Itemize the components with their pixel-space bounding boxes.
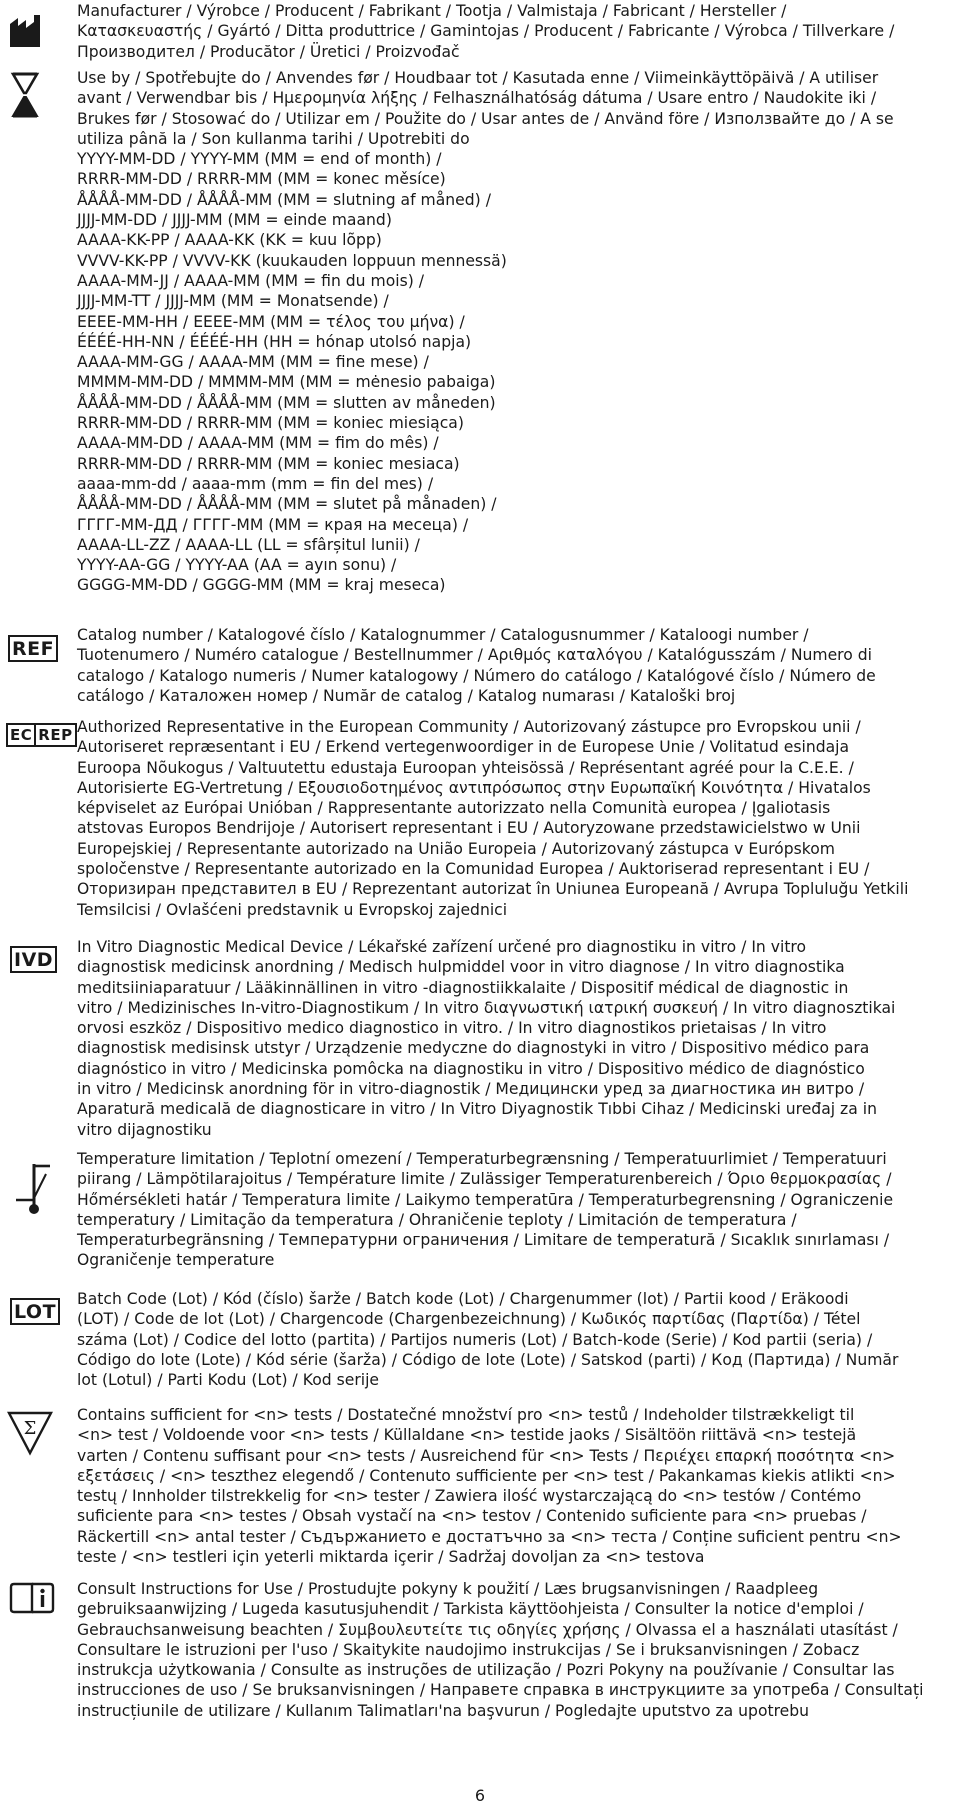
text-line: diagnostisk medicinsk anordning / Medisch hulpmiddel voor in vitro diagnose / In vitro diagnostika bbox=[77, 958, 845, 977]
text-line: instrucțiunile de utilizare / Kullanım Talimatları'na başvurun / Pogledajte uputstvo za upotrebu bbox=[77, 1701, 810, 1720]
text-line: ГГГГ-ММ-ДД / ГГГГ-ММ (ММ = края на месеца) / bbox=[77, 515, 469, 534]
text-line: meditsiiniaparatuur / Lääkinnällinen in vitro -diagnostiikkalaite / Dispositif médical de diagnostic in bbox=[77, 978, 849, 997]
text-line: Κατασκευαστής / Gyártó / Ditta produttrice / Gamintojas / Producent / Fabricante / Výrobca / Tillverkare / bbox=[77, 22, 895, 41]
text-line: (LOT) / Code de lot (Lot) / Chargencode (Chargenbezeichnung) / Κωδικός παρτίδας (Παρτίδα) / Tétel bbox=[77, 1310, 861, 1329]
text-line: suficiente para <n> testes / Obsah vystačí na <n> testov / Contenido suficiente para <n> pruebas / bbox=[77, 1507, 867, 1526]
text-line: JJJJ-MM-TT / JJJJ-MM (MM = Monatsende) / bbox=[77, 292, 389, 311]
text-line: AAAA-MM-GG / AAAA-MM (MM = fine mese) / bbox=[77, 353, 429, 372]
text-line: varten / Contenu suffisant pour <n> tests / Ausreichend für <n> Tests / Περιέχει επαρκή ποσότητα <n> bbox=[77, 1446, 896, 1465]
text-line: Производител / Producător / Üretici / Proizvođač bbox=[77, 42, 460, 61]
thermometer-icon bbox=[12, 1160, 56, 1222]
text-line: In Vitro Diagnostic Medical Device / Lékařské zařízení určené pro diagnostiku in vitro / In vitro bbox=[77, 938, 807, 956]
text-line: AAAA-KK-PP / AAAA-KK (KK = kuu lõpp) bbox=[77, 231, 382, 250]
text-line: RRRR-MM-DD / RRRR-MM (MM = koniec miesiąca) bbox=[77, 414, 464, 433]
manufacturer-text bbox=[77, 1, 955, 62]
text-line: Código do lote (Lote) / Kód série (šarža) / Código de lote (Lote) / Satskod (parti) / Код (Партида) / Număr bbox=[77, 1350, 899, 1369]
text-line: in vitro / Medicinsk anordning för in vitro-diagnostik / Медицински уред за диагностика ин витро / bbox=[77, 1080, 865, 1099]
text-line: Hőmérsékleti határ / Temperatura limite / Laikymo temperatūra / Temperaturbegrensning / Ograniczenie bbox=[77, 1190, 894, 1209]
text-line: RRRR-MM-DD / RRRR-MM (MM = koniec mesiaca) bbox=[77, 454, 460, 473]
text-line: teste / <n> testleri için yeterli miktarda içerir / Sadržaj dovoljan za <n> testova bbox=[77, 1548, 705, 1567]
text-line: ÅÅÅÅ-MM-DD / ÅÅÅÅ-MM (MM = slutten av måneden) bbox=[77, 393, 496, 412]
consult-instructions-text bbox=[77, 1579, 955, 1721]
text-line: Aparatură medicală de diagnosticare in vitro / In Vitro Diyagnostik Tıbbi Cihaz / Medicinski uređaj za in bbox=[77, 1100, 877, 1119]
ivd-label: IVD bbox=[10, 946, 57, 973]
text-line: diagnóstico in vitro / Medicinska pomôcka na diagnostiku in vitro / Dispositivo médico de diagnóstico bbox=[77, 1059, 865, 1078]
text-line: száma (Lot) / Codice del lotto (partita) / Partijos numeris (Lot) / Batch-kode (Serie) / Kod partii (seria) / bbox=[77, 1330, 873, 1349]
text-line: Authorized Representative in the European Community / Autorizovaný zástupce pro Evropskou unii / bbox=[77, 718, 861, 736]
text-line: ÅÅÅÅ-MM-DD / ÅÅÅÅ-MM (MM = slutet på månaden) / bbox=[77, 495, 497, 514]
sigma-label: Σ bbox=[23, 1418, 37, 1439]
text-line: JJJJ-MM-DD / JJJJ-MM (MM = einde maand) bbox=[77, 211, 392, 230]
manufacturer-icon bbox=[8, 14, 42, 52]
text-line: Autoriseret repræsentant i EU / Erkend vertegenwoordiger in de Europese Unie / Volitatud esindaja bbox=[77, 738, 850, 757]
book-info-icon bbox=[8, 1581, 56, 1619]
text-line: Ograničenje temperature bbox=[77, 1251, 275, 1270]
text-line: Temperature limitation / Teplotní omezení / Temperaturbegrænsning / Temperatuurlimiet / Temperatuuri bbox=[77, 1150, 887, 1168]
text-line: temperatury / Limitação da temperatura / Ohraničenie teploty / Limitación de temperatura / bbox=[77, 1210, 797, 1229]
text-line: atstovas Europos Bendrijoje / Autorisert representant i EU / Autoryzowane przedstawicielstwo w Unii bbox=[77, 819, 861, 838]
text-line: gebruiksaanwijzing / Lugeda kasutusjuhendit / Tarkista käyttöohjeista / Consulter la notice d'emploi / bbox=[77, 1600, 864, 1619]
text-line: Temperaturbegränsning / Температурни ограничения / Limitare de temperatură / Sıcaklık sınırlaması / bbox=[77, 1231, 890, 1250]
text-line: Contains sufficient for <n> tests / Dostatečné množství pro <n> testů / Indeholder tilstrækkeligt til bbox=[77, 1406, 855, 1424]
rep-label: REP bbox=[36, 723, 76, 747]
text-line: spoločenstve / Representante autorizado en la Comunidad Europea / Auktoriserad representant i EU / bbox=[77, 860, 870, 879]
text-line: Tuotenumero / Numéro catalogue / Bestellnummer / Αριθμός καταλόγου / Katalógusszám / Numero di bbox=[77, 646, 872, 665]
text-line: AAAA-LL-ZZ / AAAA-LL (LL = sfârșitul lunii) / bbox=[77, 535, 420, 554]
text-line: Autorisierte EG-Vertretung / Εξουσιοδοτημένος αντιπρόσωπος στην Ευρωπαϊκή Κοινότητα / Hivatalos bbox=[77, 778, 871, 797]
text-line: instrukcja użytkowania / Consulte as instruções de utilização / Pozri Pokyny na používanie / Consultar las bbox=[77, 1661, 895, 1680]
authorized-representative-text bbox=[77, 717, 955, 920]
text-line: Manufacturer / Výrobce / Producent / Fabrikant / Tootja / Valmistaja / Fabricant / Hersteller / bbox=[77, 2, 787, 20]
ref-icon bbox=[8, 635, 58, 662]
text-line: vitro dijagnostiku bbox=[77, 1120, 212, 1139]
text-line: RRRR-MM-DD / RRRR-MM (MM = konec měsíce) bbox=[77, 170, 446, 189]
text-line: Оторизиран представител в EU / Reprezentant autorizat în Uniunea Europeană / Avrupa Topluluğu Yetkili bbox=[77, 880, 909, 899]
text-line: testų / Innholder tilstrekkelig for <n> tester / Zawiera ilość wystarczającą do <n> testów / Contémo bbox=[77, 1487, 862, 1506]
text-line: vitro / Medizinisches In-vitro-Diagnostikum / In vitro διαγνωστική ιατρική συσκευή / In vitro diagnosztikai bbox=[77, 998, 896, 1017]
text-line: Gebrauchsanweisung beachten / Συμβουλευτείτε τις οδηγίες χρήσης / Olvassa el a használati utasítást / bbox=[77, 1620, 898, 1639]
batch-code-text bbox=[77, 1289, 955, 1390]
hourglass-icon bbox=[10, 72, 40, 122]
temperature-limitation-text bbox=[77, 1149, 955, 1271]
ivd-text bbox=[77, 937, 955, 1140]
text-line: instrucciones de uso / Se bruksanvisningen / Направете справка в инструкциите за употреба / Consultați bbox=[77, 1681, 924, 1700]
lot-icon bbox=[10, 1298, 60, 1325]
text-line: VVVV-KK-PP / VVVV-KK (kuukauden loppuun mennessä) bbox=[77, 251, 507, 270]
text-line: AAAA-MM-JJ / AAAA-MM (MM = fin du mois) / bbox=[77, 271, 425, 290]
ec-label: EC bbox=[6, 723, 36, 747]
ivd-icon bbox=[10, 946, 57, 973]
lot-label: LOT bbox=[10, 1298, 60, 1325]
ec-rep-icon bbox=[6, 723, 77, 747]
text-line: Brukes før / Stosować do / Utilizar em / Použite do / Usar antes de / Använd före / Използвайте до / A se bbox=[77, 109, 894, 128]
text-line: Räckertill <n> antal tester / Съдържанието е достатъчно за <n> теста / Conține suficient pentru <n> bbox=[77, 1527, 902, 1546]
text-line: Europejskiej / Representante autorizado na União Europeia / Autorizovaný zástupca v Európskom bbox=[77, 839, 835, 858]
text-line: Consultare le istruzioni per l'uso / Skaitykite naudojimo instrukcijas / Se i bruksanvisningen / Zobacz bbox=[77, 1640, 860, 1659]
text-line: lot (Lotul) / Parti Kodu (Lot) / Kod serije bbox=[77, 1371, 379, 1390]
text-line: orvosi eszköz / Dispositivo medico diagnostico in vitro. / In vitro diagnostikos prietaisas / In vitro bbox=[77, 1019, 827, 1038]
ref-label: REF bbox=[8, 635, 58, 662]
text-line: piirang / Lämpötilarajoitus / Température limite / Zulässiger Temperaturenbereich / Όριο θερμοκρασίας / bbox=[77, 1170, 892, 1189]
text-line: Euroopa Nõukogus / Valtuutettu edustaja Euroopan yhteisössä / Représentant agréé pour la C.E.E. / bbox=[77, 758, 854, 777]
text-line: AAAA-MM-DD / AAAA-MM (MM = fim do mês) / bbox=[77, 434, 439, 453]
catalog-number-text bbox=[77, 625, 955, 706]
text-line: MMMM-MM-DD / MMMM-MM (MM = mėnesio pabaiga) bbox=[77, 373, 496, 392]
text-line: utiliza până la / Son kullanma tarihi / Upotrebiti do bbox=[77, 129, 470, 148]
text-line: catálogo / Каталожен номер / Număr de catalog / Katalog numarası / Kataloški broj bbox=[77, 686, 736, 705]
text-line: képviselet az Európai Unióban / Rappresentante autorizzato nella Comunità europea / Įgaliotasis bbox=[77, 799, 831, 818]
text-line: Batch Code (Lot) / Kód (číslo) šarže / Batch kode (Lot) / Chargenummer (lot) / Partii kood / Eräkoodi bbox=[77, 1290, 849, 1308]
sigma-triangle-icon bbox=[6, 1410, 54, 1460]
text-line: aaaa-mm-dd / aaaa-mm (mm = fin del mes) / bbox=[77, 474, 434, 493]
text-line: avant / Verwendbar bis / Ημερομηνία λήξης / Felhasználhatóság dátuma / Usare entro / Naudokite iki / bbox=[77, 89, 877, 108]
text-line: ÅÅÅÅ-MM-DD / ÅÅÅÅ-MM (MM = slutning af måned) / bbox=[77, 190, 491, 209]
text-line: Consult Instructions for Use / Prostudujte pokyny k použití / Læs brugsanvisningen / Raadpleeg bbox=[77, 1580, 819, 1598]
text-line: Use by / Spotřebujte do / Anvendes før / Houdbaar tot / Kasutada enne / Viimeinkäyttöpäivä / A utiliser bbox=[77, 69, 879, 87]
text-line: Catalog number / Katalogové číslo / Katalognummer / Catalogusnummer / Kataloogi number / bbox=[77, 626, 809, 644]
text-line: YYYY-AA-GG / YYYY-AA (AA = ayın sonu) / bbox=[77, 556, 397, 575]
text-line: YYYY-MM-DD / YYYY-MM (MM = end of month) / bbox=[77, 150, 442, 169]
text-line: εξετάσεις / <n> teszthez elegendő / Contenuto sufficiente per <n> test / Pakankamas kiekis atlikti <n> bbox=[77, 1466, 896, 1485]
text-line: <n> test / Voldoende voor <n> tests / Küllaldane <n> testide jaoks / Sisältöön riittävä <n> testejä bbox=[77, 1426, 857, 1445]
text-line: Temsilcisi / Ovlašćeni predstavnik u Evropskoj zajednici bbox=[77, 900, 508, 919]
sufficient-tests-text bbox=[77, 1405, 955, 1567]
text-line: ΕΕΕΕ-ΜΜ-ΗΗ / ΕΕΕΕ-ΜΜ (ΜΜ = τέλος του μήνα) / bbox=[77, 312, 465, 331]
use-by-text bbox=[77, 68, 955, 596]
page-number: 6 bbox=[474, 1786, 486, 1805]
text-line: diagnostisk medisinsk utstyr / Urządzenie medyczne do diagnostyki in vitro / Dispositivo médico para bbox=[77, 1039, 870, 1058]
text-line: ÉÉÉÉ-HH-NN / ÉÉÉÉ-HH (HH = hónap utolsó napja) bbox=[77, 332, 472, 351]
text-line: catalogo / Katalogo numeris / Numer katalogowy / Número do catálogo / Katalógové číslo / Número de bbox=[77, 666, 876, 685]
text-line: GGGG-MM-DD / GGGG-MM (MM = kraj meseca) bbox=[77, 576, 446, 595]
